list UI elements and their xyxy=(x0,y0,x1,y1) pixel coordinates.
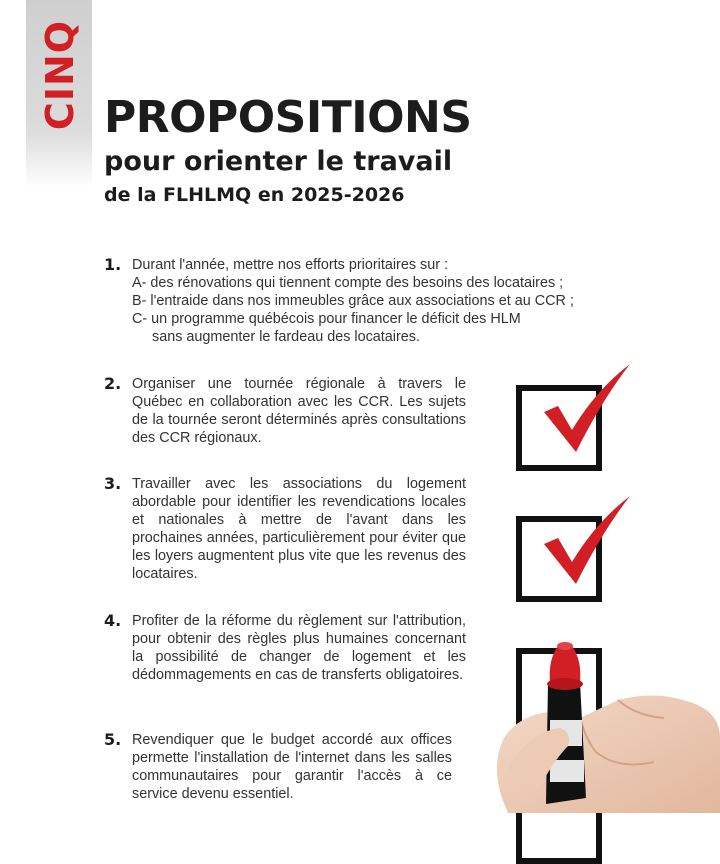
proposal-text: Revendiquer que le budget accordé aux offices permette l'installation de l'internet dans les salles communautaires pour garantir l'accès à ce service devenu essentiel. xyxy=(132,732,452,802)
proposal-number: 2. xyxy=(104,374,122,393)
checkmark-icon xyxy=(536,492,636,592)
proposal-intro: Durant l'année, mettre nos efforts prioritaires sur : xyxy=(132,257,449,273)
proposal-text: Profiter de la réforme du règlement sur l'attribution, pour obtenir des règles plus humaines concernant la possibilité de changer de logement et les dédommagements en cas de transferts obligatoires. xyxy=(132,613,466,683)
proposal-subitem-c: C- un programme québécois pour financer le déficit des HLM xyxy=(132,311,521,327)
proposal-number: 5. xyxy=(104,730,122,749)
hand-with-marker-illustration xyxy=(468,620,720,813)
proposal-number: 1. xyxy=(104,255,122,274)
page-subtitle: pour orienter le travail xyxy=(104,146,453,177)
proposal-number: 3. xyxy=(104,474,122,493)
section-tab xyxy=(26,0,92,188)
proposal-subitem-c-continued: sans augmenter le fardeau des locataires. xyxy=(152,329,420,345)
proposal-text: Organiser une tournée régionale à travers le Québec en collaboration avec les CCR. Les sujets de la tournée seront déterminés après consultations des CCR régionaux. xyxy=(132,376,466,446)
proposal-number: 4. xyxy=(104,611,122,630)
proposal-subitem-a: A- des rénovations qui tiennent compte des besoins des locataires ; xyxy=(132,275,564,291)
checkmark-icon xyxy=(536,360,636,460)
proposal-subitem-b: B- l'entraide dans nos immeubles grâce aux associations et au CCR ; xyxy=(132,293,574,309)
section-tab-label: CINQ xyxy=(38,19,82,131)
page-subtitle-year: de la FLHLMQ en 2025-2026 xyxy=(104,184,405,206)
proposal-text: Travailler avec les associations du logement abordable pour identifier les revendications locales et nationales à mettre de l'avant dans les prochaines années, particulièrement pour éviter que les loyers augmentent plus vite que les revenus des locataires. xyxy=(132,476,466,582)
page-title: PROPOSITIONS xyxy=(104,92,472,143)
